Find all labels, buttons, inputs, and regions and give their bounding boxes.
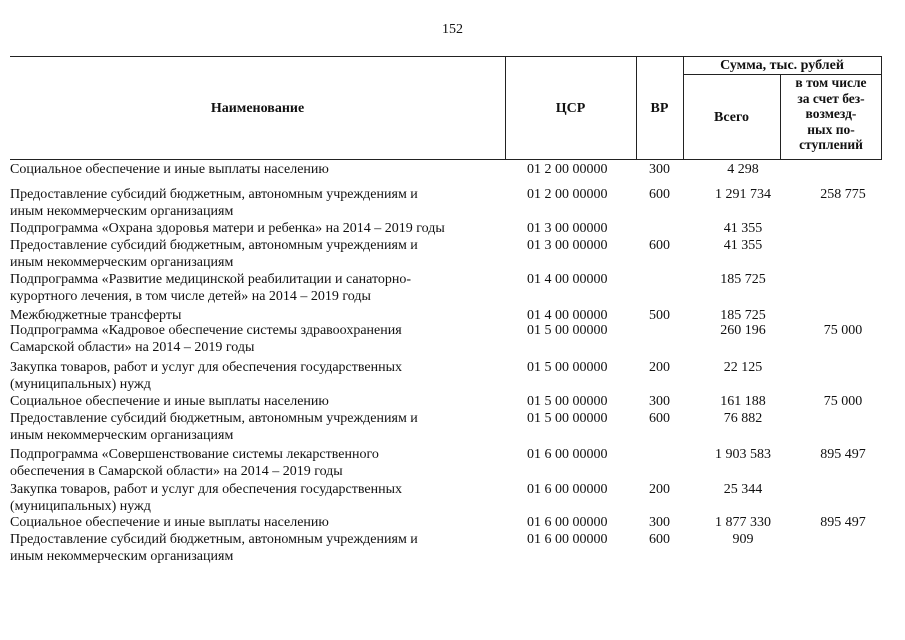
row-name-line: Подпрограмма «Кадровое обеспечение системы здравоохранения [10,323,402,338]
row-name [10,359,498,393]
row-name [10,322,498,356]
row-name [10,446,498,480]
row-name-line: Предоставление субсидий бюджетным, автономным учреждениям и [10,411,418,426]
row-name-line: (муниципальных) нужд [10,499,151,514]
row-total: 41 355 [723,238,763,253]
row-name-line: Предоставление субсидий бюджетным, автономным учреждениям и [10,187,418,202]
row-free-receipts: 75 000 [823,323,863,338]
row-free-receipts: 258 775 [820,187,866,202]
header-free-receipts [781,75,881,153]
row-csr: 01 4 00 00000 [527,308,608,323]
row-name-line: Предоставление субсидий бюджетным, автономным учреждениям и [10,238,418,253]
header-free-receipts-line: ных по- [807,121,855,137]
row-csr: 01 6 00 00000 [527,532,608,547]
row-total: 22 125 [723,360,763,375]
row-name-line: иным некоммерческим организациям [10,428,234,443]
row-vr: 200 [649,482,670,497]
header-vr: ВР [650,101,669,116]
header-name: Наименование [210,101,305,116]
header-bottom-rule [10,159,882,160]
row-total: 1 903 583 [715,447,771,462]
row-name [10,393,498,410]
row-vr: 600 [649,532,670,547]
row-name-line: курортного лечения, в том числе детей» на 2014 – 2019 годы [10,289,371,304]
row-csr: 01 6 00 00000 [527,447,608,462]
row-vr: 300 [649,162,670,177]
row-vr: 300 [649,515,670,530]
row-name [10,271,498,305]
row-total: 41 355 [723,221,763,236]
row-csr: 01 3 00 00000 [527,221,608,236]
row-csr: 01 6 00 00000 [527,482,608,497]
row-name [10,514,498,531]
row-name-line: Подпрограмма «Охрана здоровья матери и ребенка» на 2014 – 2019 годы [10,221,445,236]
row-name-line: (муниципальных) нужд [10,377,151,392]
row-name-line: иным некоммерческим организациям [10,549,234,564]
row-name [10,161,498,178]
row-vr: 600 [649,411,670,426]
row-name [10,186,498,220]
row-free-receipts: 895 497 [820,515,866,530]
row-total: 25 344 [723,482,763,497]
header-free-receipts-line: возмезд- [805,106,857,122]
header-free-receipts-line: за счет без- [797,90,865,106]
row-name-line: иным некоммерческим организациям [10,204,234,219]
row-csr: 01 2 00 00000 [527,187,608,202]
row-vr: 300 [649,394,670,409]
row-name-line: Предоставление субсидий бюджетным, автономным учреждениям и [10,532,418,547]
header-free-receipts-line: ступлений [799,137,863,153]
header-top-rule [10,56,882,57]
row-vr: 600 [649,187,670,202]
row-name-line: Социальное обеспечение и иные выплаты населению [10,162,329,177]
row-name-line: Межбюджетные трансферты [10,308,182,323]
column-divider-right [881,56,882,160]
row-vr: 600 [649,238,670,253]
row-name [10,531,498,565]
row-name-line: Закупка товаров, работ и услуг для обеспечения государственных [10,360,403,375]
header-sum-group: Сумма, тыс. рублей [720,58,844,73]
row-total: 161 188 [720,394,766,409]
row-total: 1 291 734 [715,187,771,202]
row-csr: 01 4 00 00000 [527,272,608,287]
row-total: 185 725 [720,272,766,287]
row-name-line: Закупка товаров, работ и услуг для обеспечения государственных [10,482,403,497]
row-name-line: Социальное обеспечение и иные выплаты населению [10,394,329,409]
row-vr: 500 [649,308,670,323]
header-csr: ЦСР [555,101,586,116]
row-csr: 01 5 00 00000 [527,360,608,375]
row-name-line: Социальное обеспечение и иные выплаты населению [10,515,329,530]
row-name [10,481,498,515]
row-name-line: иным некоммерческим организациям [10,255,234,270]
row-name [10,410,498,444]
row-total: 909 [732,532,754,547]
row-total: 185 725 [720,308,766,323]
row-total: 4 298 [727,162,759,177]
row-free-receipts: 895 497 [820,447,866,462]
header-total: Всего [714,110,749,125]
row-name-line: Самарской области» на 2014 – 2019 годы [10,340,255,355]
page-number: 152 [442,22,463,37]
row-total: 76 882 [723,411,763,426]
row-name [10,220,498,237]
row-name [10,237,498,271]
row-total: 1 877 330 [715,515,771,530]
row-name-line: обеспечения в Самарской области» на 2014 – 2019 годы [10,464,343,479]
row-total: 260 196 [720,323,766,338]
row-csr: 01 5 00 00000 [527,394,608,409]
row-csr: 01 5 00 00000 [527,323,608,338]
row-free-receipts: 75 000 [823,394,863,409]
row-csr: 01 6 00 00000 [527,515,608,530]
row-csr: 01 5 00 00000 [527,411,608,426]
header-free-receipts-line: в том числе [795,75,867,90]
row-vr: 200 [649,360,670,375]
row-csr: 01 2 00 00000 [527,162,608,177]
row-name-line: Подпрограмма «Развитие медицинской реабилитации и санаторно- [10,272,412,287]
row-csr: 01 3 00 00000 [527,238,608,253]
row-name-line: Подпрограмма «Совершенствование системы лекарственного [10,447,379,462]
